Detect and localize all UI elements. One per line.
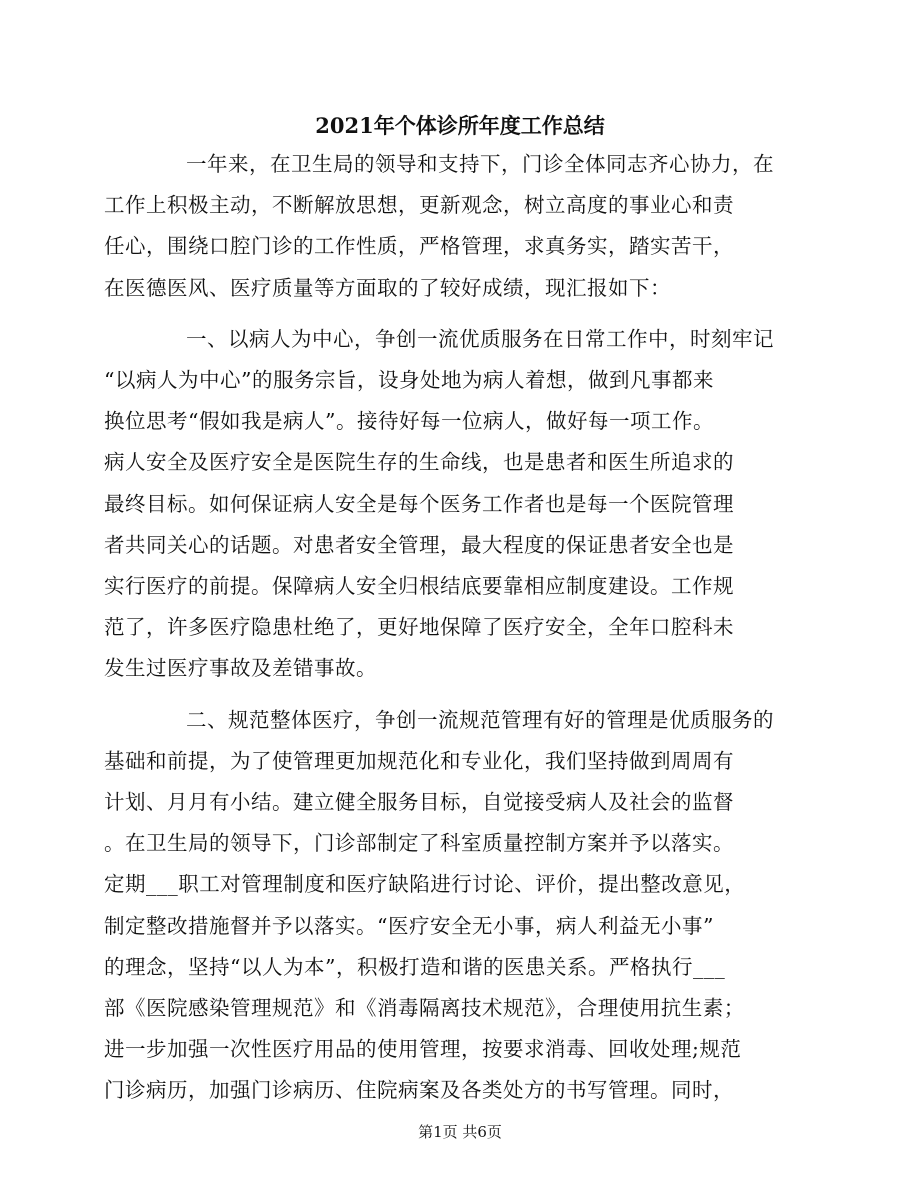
paragraph-line: 任心，围绕口腔门诊的工作性质，严格管理，求真务实，踏实苦干， <box>104 234 734 259</box>
paragraph-line: 一年来，在卫生局的领导和支持下，门诊全体同志齐心协力，在 <box>186 152 774 176</box>
paragraph-line: “以病人为中心”的服务宗旨，设身处地为病人着想，做到凡事都来 <box>104 368 714 393</box>
paragraph-line: 者共同关心的话题。对患者安全管理，最大程度的保证患者安全也是 <box>104 532 734 557</box>
paragraph-line: 发生过医疗事故及差错事故。 <box>104 656 377 681</box>
paragraph-line: 的理念，坚持“以人为本”，积极打造和谐的医患关系。严格执行___ <box>104 954 726 979</box>
paragraph-line: 工作上积极主动，不断解放思想，更新观念，树立高度的事业心和责 <box>104 193 734 218</box>
paragraph-line: 门诊病历，加强门诊病历、住院病案及各类处方的书写管理。同时， <box>104 1078 734 1103</box>
paragraph-line: 换位思考“假如我是病人”。接待好每一位病人，做好每一项工作。 <box>104 409 714 434</box>
paragraph-line: 部《医院感染管理规范》和《消毒隔离技术规范》，合理使用抗生素； <box>104 996 745 1021</box>
paragraph-line: 进一步加强一次性医疗用品的使用管理，按要求消毒、回收处理;规范 <box>104 1037 742 1062</box>
paragraph-line: 一、以病人为中心，争创一流优质服务在日常工作中，时刻牢记 <box>186 326 774 351</box>
paragraph <box>104 319 775 690</box>
paragraph-line: 最终目标。如何保证病人安全是每个医务工作者也是每一个医院管理 <box>104 491 734 516</box>
paragraph-line: 实行医疗的前提。保障病人安全归根结底要靠相应制度建设。工作规 <box>104 574 734 599</box>
page-footer: 第1页 共6页 <box>418 1123 502 1141</box>
paragraph <box>104 700 775 1112</box>
document-title: 2021年个体诊所年度工作总结 <box>315 113 605 138</box>
paragraph <box>104 144 775 309</box>
paragraph-gap <box>145 309 775 319</box>
paragraph-line: 二、规范整体医疗，争创一流规范管理有好的管理是优质服务的 <box>186 707 774 732</box>
paragraph-line: 制定整改措施督并予以落实。“医疗安全无小事，病人利益无小事” <box>104 913 714 938</box>
paragraph-line: 基础和前提，为了使管理更加规范化和专业化，我们坚持做到周周有 <box>104 748 734 773</box>
paragraph-line: 。在卫生局的领导下，门诊部制定了科室质量控制方案并予以落实。 <box>104 831 734 856</box>
paragraph-line: 在医德医风、医疗质量等方面取的了较好成绩，现汇报如下： <box>104 275 671 300</box>
paragraph-line: 定期___职工对管理制度和医疗缺陷进行讨论、评价，提出整改意见， <box>104 872 746 897</box>
paragraph-line: 病人安全及医疗安全是医院生存的生命线，也是患者和医生所追求的 <box>104 450 734 475</box>
paragraph-line: 计划、月月有小结。建立健全服务目标，自觉接受病人及社会的监督 <box>104 790 734 815</box>
paragraph-gap <box>145 690 775 700</box>
document-body <box>104 144 775 1112</box>
paragraph-line: 范了，许多医疗隐患杜绝了，更好地保障了医疗安全，全年口腔科未 <box>104 615 734 640</box>
